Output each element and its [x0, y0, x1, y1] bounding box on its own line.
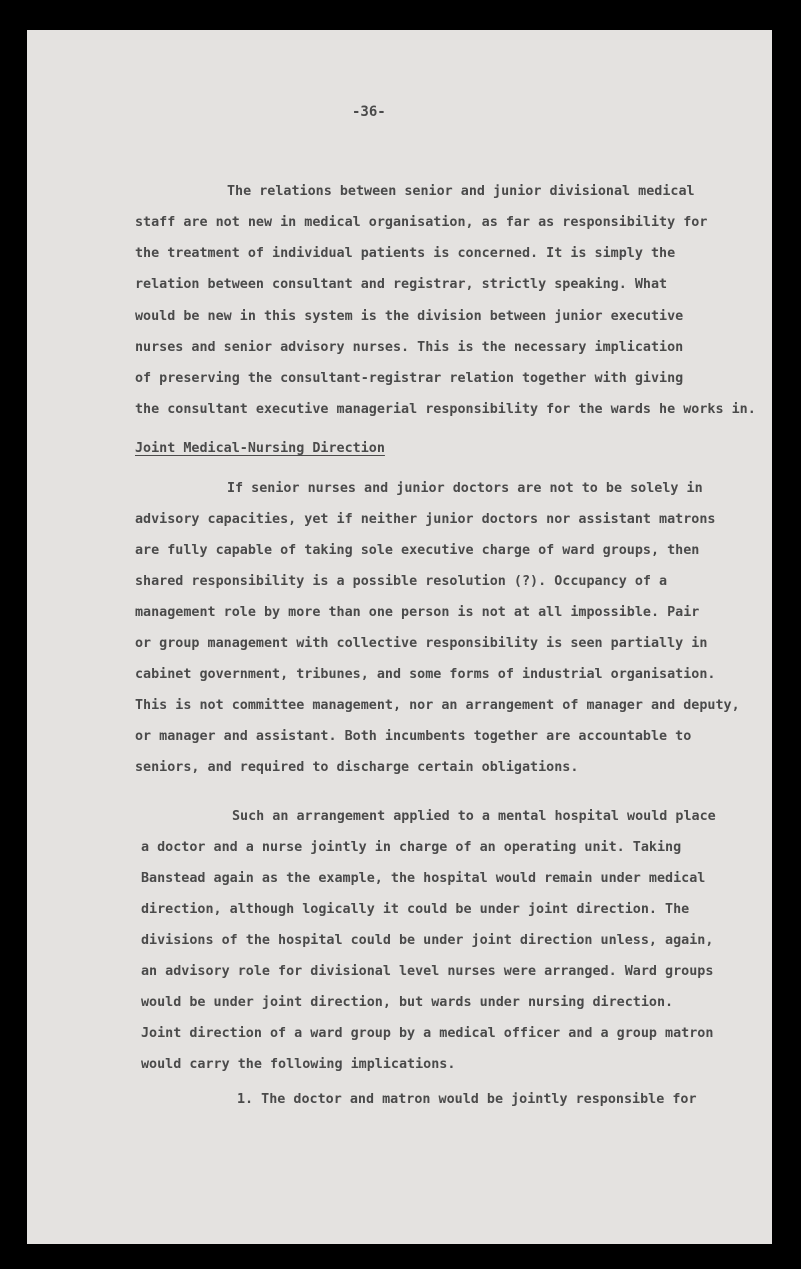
paragraph-2-line: advisory capacities, yet if neither junior doctors nor assistant matrons	[135, 512, 716, 527]
paragraph-3-line: would be under joint direction, but wards under nursing direction.	[141, 995, 674, 1010]
paragraph-1-line: relation between consultant and registrar, strictly speaking. What	[135, 277, 668, 292]
paragraph-2-line: or group management with collective responsibility is seen partially in	[135, 636, 708, 651]
paragraph-2-line: or manager and assistant. Both incumbents together are accountable to	[135, 729, 692, 744]
paragraph-2-line: This is not committee management, nor an arrangement of manager and deputy,	[135, 698, 740, 713]
paragraph-2-line: cabinet government, tribunes, and some forms of industrial organisation.	[135, 667, 716, 682]
paragraph-3-line: direction, although logically it could be under joint direction. The	[141, 902, 690, 917]
paragraph-3-line: a doctor and a nurse jointly in charge of an operating unit. Taking	[141, 840, 682, 855]
paragraph-2-line: seniors, and required to discharge certain obligations.	[135, 760, 579, 775]
list-item: 1. The doctor and matron would be jointly responsible for	[237, 1092, 697, 1107]
paragraph-1-line: would be new in this system is the division between junior executive	[135, 309, 684, 324]
paragraph-2-line: are fully capable of taking sole executive charge of ward groups, then	[135, 543, 700, 558]
paragraph-1-line: the consultant executive managerial responsibility for the wards he works in.	[135, 402, 756, 417]
paragraph-2-line: shared responsibility is a possible resolution (?). Occupancy of a	[135, 574, 668, 589]
page-number: -36-	[352, 104, 386, 120]
paragraph-1-line: of preserving the consultant-registrar relation together with giving	[135, 371, 684, 386]
paragraph-3-line: Such an arrangement applied to a mental hospital would place	[232, 809, 716, 824]
paragraph-1-line: the treatment of individual patients is concerned. It is simply the	[135, 246, 676, 261]
paragraph-2-line: management role by more than one person is not at all impossible. Pair	[135, 605, 700, 620]
paragraph-3-line: Banstead again as the example, the hospital would remain under medical	[141, 871, 706, 886]
paragraph-1-line: The relations between senior and junior divisional medical	[227, 184, 695, 199]
paragraph-3-line: divisions of the hospital could be under joint direction unless, again,	[141, 933, 714, 948]
paragraph-1-line: staff are not new in medical organisation, as far as responsibility for	[135, 215, 708, 230]
paragraph-2-line: If senior nurses and junior doctors are not to be solely in	[227, 481, 703, 496]
paragraph-3-line: an advisory role for divisional level nurses were arranged. Ward groups	[141, 964, 714, 979]
paragraph-3-line: Joint direction of a ward group by a medical officer and a group matron	[141, 1026, 714, 1041]
section-heading: Joint Medical-Nursing Direction	[135, 441, 385, 456]
typewritten-page	[27, 30, 772, 1244]
paragraph-1-line: nurses and senior advisory nurses. This is the necessary implication	[135, 340, 684, 355]
paragraph-3-line: would carry the following implications.	[141, 1057, 456, 1072]
